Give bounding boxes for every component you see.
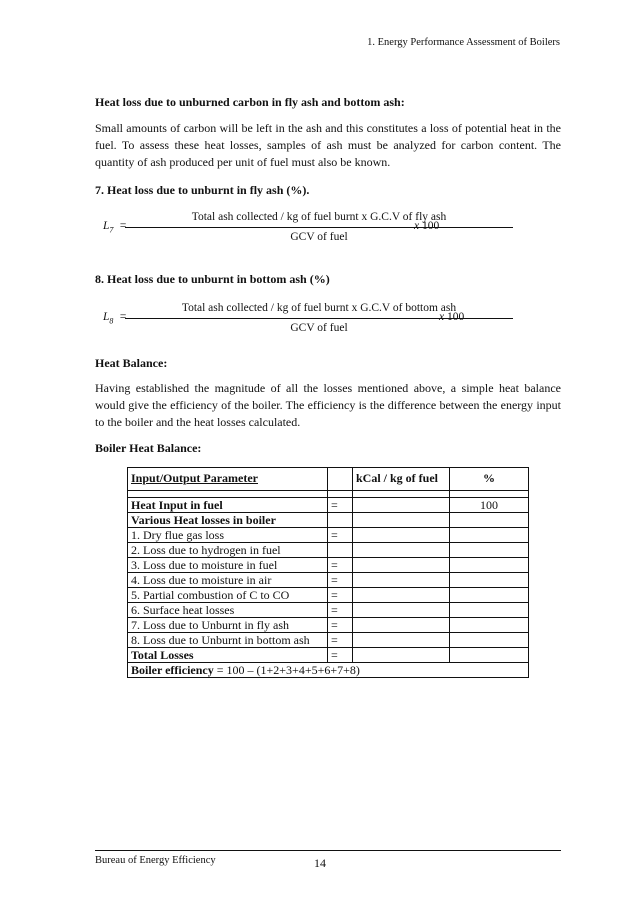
intro-paragraph: Small amounts of carbon will be left in the ash and this constitutes a loss of potential heat in the fuel. To assess these heat losses, samples of ash must be analyzed for carbon content. The quantity of ash produced per unit of fuel must also be known.: [95, 121, 561, 169]
formula-denominator: GCV of fuel: [290, 322, 348, 334]
formula-multiplier: x 100: [414, 220, 440, 232]
cell-label: 4. Loss due to moisture in air: [128, 573, 328, 588]
cell-eq: =: [328, 633, 353, 648]
cell-eq: =: [328, 648, 353, 663]
heading-heat-balance: Heat Balance:: [95, 356, 168, 370]
formula-numerator: Total ash collected / kg of fuel burnt x G.C.V of fly ash: [191, 211, 447, 223]
cell-eq: =: [328, 588, 353, 603]
table-row: [128, 543, 529, 558]
cell-label: 7. Loss due to Unburnt in fly ash: [128, 618, 328, 633]
formula-lhs: $L_7$ =: [103, 220, 127, 235]
formula-denominator: GCV of fuel: [290, 231, 348, 243]
cell-kcal: [353, 498, 450, 513]
cell-eq: =: [328, 618, 353, 633]
table-row: [128, 633, 529, 648]
heading-boiler-heat-balance: Boiler Heat Balance:: [95, 441, 202, 455]
efficiency-formula: = 100 – (1+2+3+4+5+6+7+8): [213, 663, 360, 677]
efficiency-label: Boiler efficiency: [131, 663, 214, 677]
table-row: [128, 528, 529, 543]
cell-label: 5. Partial combustion of C to CO: [128, 588, 328, 603]
footer-divider: [95, 850, 561, 851]
cell-eq: =: [328, 603, 353, 618]
table-row-losses-label: [128, 513, 529, 528]
cell-label: 6. Surface heat losses: [128, 603, 328, 618]
cell-label: 3. Loss due to moisture in fuel: [128, 558, 328, 573]
heading-loss-8: 8. Heat loss due to unburnt in bottom ash (%): [95, 272, 330, 286]
cell-label: 8. Loss due to Unburnt in bottom ash: [128, 633, 328, 648]
running-header: 1. Energy Performance Assessment of Boilers: [367, 37, 560, 48]
table-header-row: [128, 468, 529, 491]
formula-multiplier: x 100: [439, 311, 465, 323]
table-row: [128, 588, 529, 603]
table-row: [128, 603, 529, 618]
header-percent: %: [450, 468, 529, 491]
table-row-heat-input: [128, 498, 529, 513]
header-kcal: kCal / kg of fuel: [353, 468, 450, 491]
formula-loss-7: [103, 211, 463, 245]
cell-eq: =: [328, 528, 353, 543]
table-row-total-losses: [128, 648, 529, 663]
table-row-boiler-efficiency: [128, 663, 529, 678]
table-row: [128, 558, 529, 573]
cell-eq: =: [328, 498, 353, 513]
formula-numerator: Total ash collected / kg of fuel burnt x G.C.V of bottom ash: [181, 302, 457, 314]
section-heading-unburned-carbon: Heat loss due to unburned carbon in fly ash and bottom ash:: [95, 95, 405, 109]
cell-label: Total Losses: [128, 648, 328, 663]
boiler-heat-balance-table: [127, 467, 529, 678]
header-parameter: Input/Output Parameter: [128, 468, 328, 491]
footer-organization: Bureau of Energy Efficiency: [95, 855, 216, 866]
page-number: 14: [314, 856, 326, 870]
spacer-row: [128, 491, 529, 498]
heading-loss-7: 7. Heat loss due to unburnt in fly ash (%).: [95, 183, 310, 197]
cell-efficiency: [128, 663, 529, 678]
fraction-bar: [125, 227, 513, 228]
cell-label: 2. Loss due to hydrogen in fuel: [128, 543, 328, 558]
formula-loss-8: [103, 302, 463, 336]
formula-lhs: $L_8$ =: [103, 311, 127, 326]
cell-percent: 100: [450, 498, 529, 513]
cell-label: 1. Dry flue gas loss: [128, 528, 328, 543]
header-blank: [328, 468, 353, 491]
cell-eq: =: [328, 573, 353, 588]
heat-balance-paragraph: Having established the magnitude of all the losses mentioned above, a simple heat balance would give the efficiency of the boiler. The efficiency is the difference between the energy input to the boiler and the heat losses calculated.: [95, 381, 561, 429]
cell-label: Heat Input in fuel: [128, 498, 328, 513]
table-row: [128, 573, 529, 588]
table-row: [128, 618, 529, 633]
cell-eq: =: [328, 558, 353, 573]
cell-label: Various Heat losses in boiler: [128, 513, 328, 528]
cell-eq: [328, 543, 353, 558]
